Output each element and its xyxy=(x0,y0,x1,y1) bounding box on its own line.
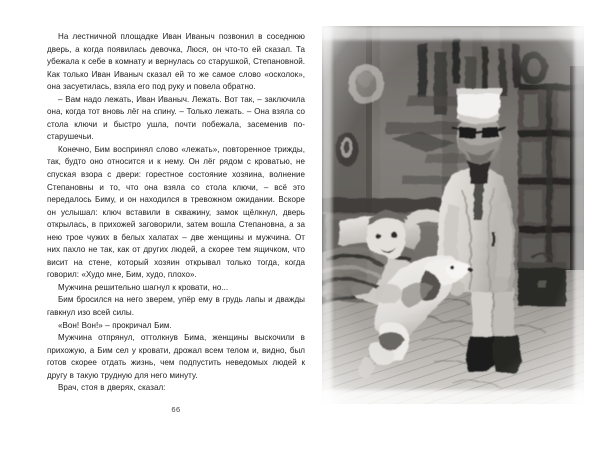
paragraph: Мужчина решительно шагнул к кровати, но... xyxy=(58,282,229,292)
paragraph: – Вам надо лежать, Иван Иваныч. Лежать. Вот так, – заключила она, когда тот вновь лёг на спину. – Только лежать. – Она взяла со стола ключи и быстро ушла, почти побежала, засеменив по-старушечьи. xyxy=(47,94,305,142)
illustration-artwork xyxy=(322,26,584,404)
doctor-at-bedside-illustration xyxy=(322,26,584,404)
text-column xyxy=(47,31,305,395)
page-number: 66 xyxy=(171,405,181,414)
paragraph: На лестничной площадке Иван Иваныч позвонил в соседнюю дверь, а когда появилась девочка, Люся, он что-то ей сказал. Та убежала к себе в комнату и вернулась со старушкой, Степановной. Как только Иван Иваныч сказал ей то же самое слово «осколок», она засуетилась, взяла его под руку и повела обратно. xyxy=(47,32,305,92)
paragraph: Врач, стоя в дверях, сказал: xyxy=(58,383,166,393)
illustration-scene xyxy=(322,26,584,404)
paragraph: Конечно, Бим воспринял слово «лежать», повторенное трижды, так, будто оно относится и к нему. Он лёг рядом с кроватью, не спуская взора с двери: горестное состояние хозяина, волнение Степановны и то, что она взяла со стола ключи, – всё это передалось Биму, и он находился в тревожном ожидании. Вскоре он услышал: ключ вставили в скважину, замок щёлкнул, дверь открылась, в прихожей заговорили, затем вошла Степановна, а за нею трое чужих в белых халатах – две женщины и мужчина. От них пахло не так, как от других людей, а скорее тем ящичком, что висит на стене, который хозяин открывал только тогда, когда говорил: «Худо мне, Бим, худо, плохо». xyxy=(47,144,305,280)
paragraph: «Вон! Вон!» – прокричал Бим. xyxy=(58,320,172,330)
paragraph: Бим бросился на него зверем, упёр ему в грудь лапы и дважды гавкнул изо всей силы. xyxy=(47,295,305,318)
paragraph: Мужчина отпрянул, оттолкнув Бима, женщины выскочили в прихожую, а Бим сел у кровати, дрожал всем телом и, видно, был готов скорее отдать жизнь, чем подпустить неведомых людей к другу в такую трудную для него минуту. xyxy=(47,333,305,380)
right-illustration-page xyxy=(312,0,600,450)
